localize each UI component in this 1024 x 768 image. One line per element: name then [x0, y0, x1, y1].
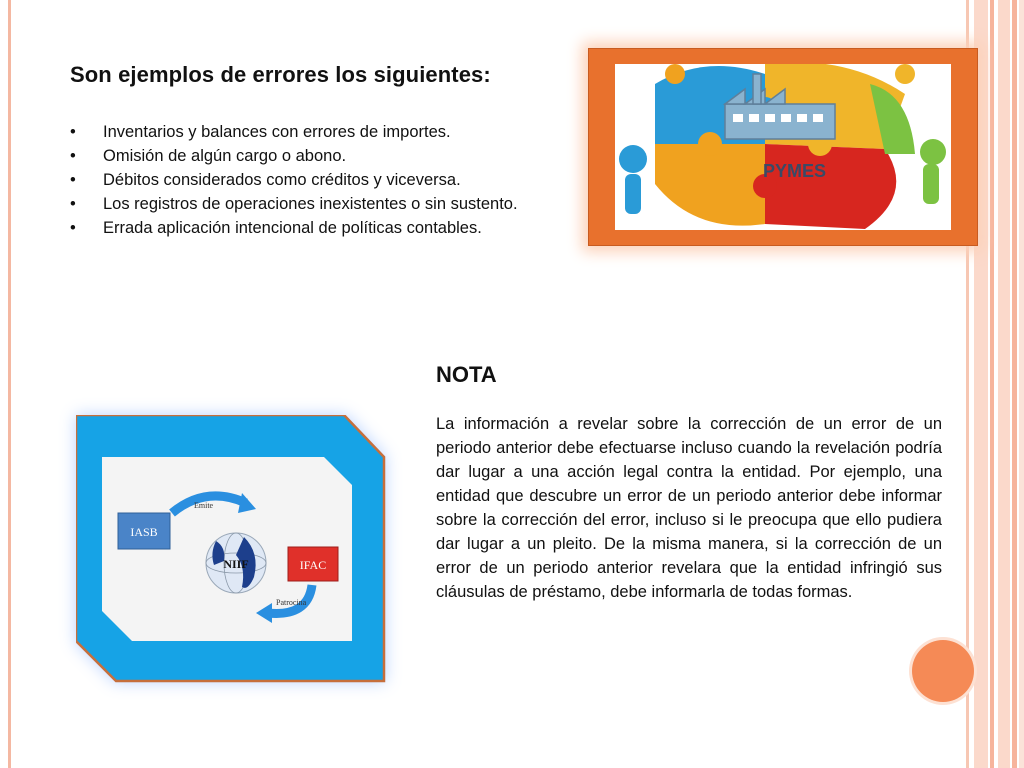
slide-heading: Son ejemplos de errores los siguientes:: [70, 62, 491, 87]
ifac-label: IFAC: [299, 558, 327, 572]
iasb-label: IASB: [130, 525, 158, 539]
decorative-circle: [912, 640, 974, 702]
niif-label: NIIF: [223, 557, 249, 571]
pymes-image: [615, 64, 951, 230]
nota-title: NOTA: [436, 362, 497, 387]
niif-diagram-image: [76, 415, 386, 683]
list-item: • Débitos considerados como créditos y viceversa.: [70, 168, 570, 192]
pymes-image-frame: [588, 48, 978, 246]
list-item: • Omisión de algún cargo o abono.: [70, 144, 570, 168]
nota-body: La información a revelar sobre la corrección de un error de un periodo anterior debe efectuarse incluso cuando la revelación podría dar lugar a una acción legal contra la entidad. Por ejemplo, una entidad que descubre un error de un periodo anterior debe informar sobre la corrección del error, incluso si le preocupa que ello pudiera dar lugar a un pleito. De la misma manera, si la corrección de un error de un periodo anterior revelara que la entidad infringió sus cláusulas de préstamo, debe informarla de todas formas.: [436, 415, 942, 601]
list-item: • Inventarios y balances con errores de importes.: [70, 120, 570, 144]
pymes-puzzle-illustration: [615, 64, 951, 230]
error-examples-list: [70, 120, 570, 240]
pymes-label: PYMES: [763, 161, 827, 181]
list-item: • Errada aplicación intencional de políticas contables.: [70, 216, 570, 240]
left-border-line: [8, 0, 11, 768]
patrocina-label: Patrocina: [276, 598, 307, 607]
emite-label: Emite: [194, 501, 214, 510]
list-item: • Los registros de operaciones inexistentes o sin sustento.: [70, 192, 570, 216]
